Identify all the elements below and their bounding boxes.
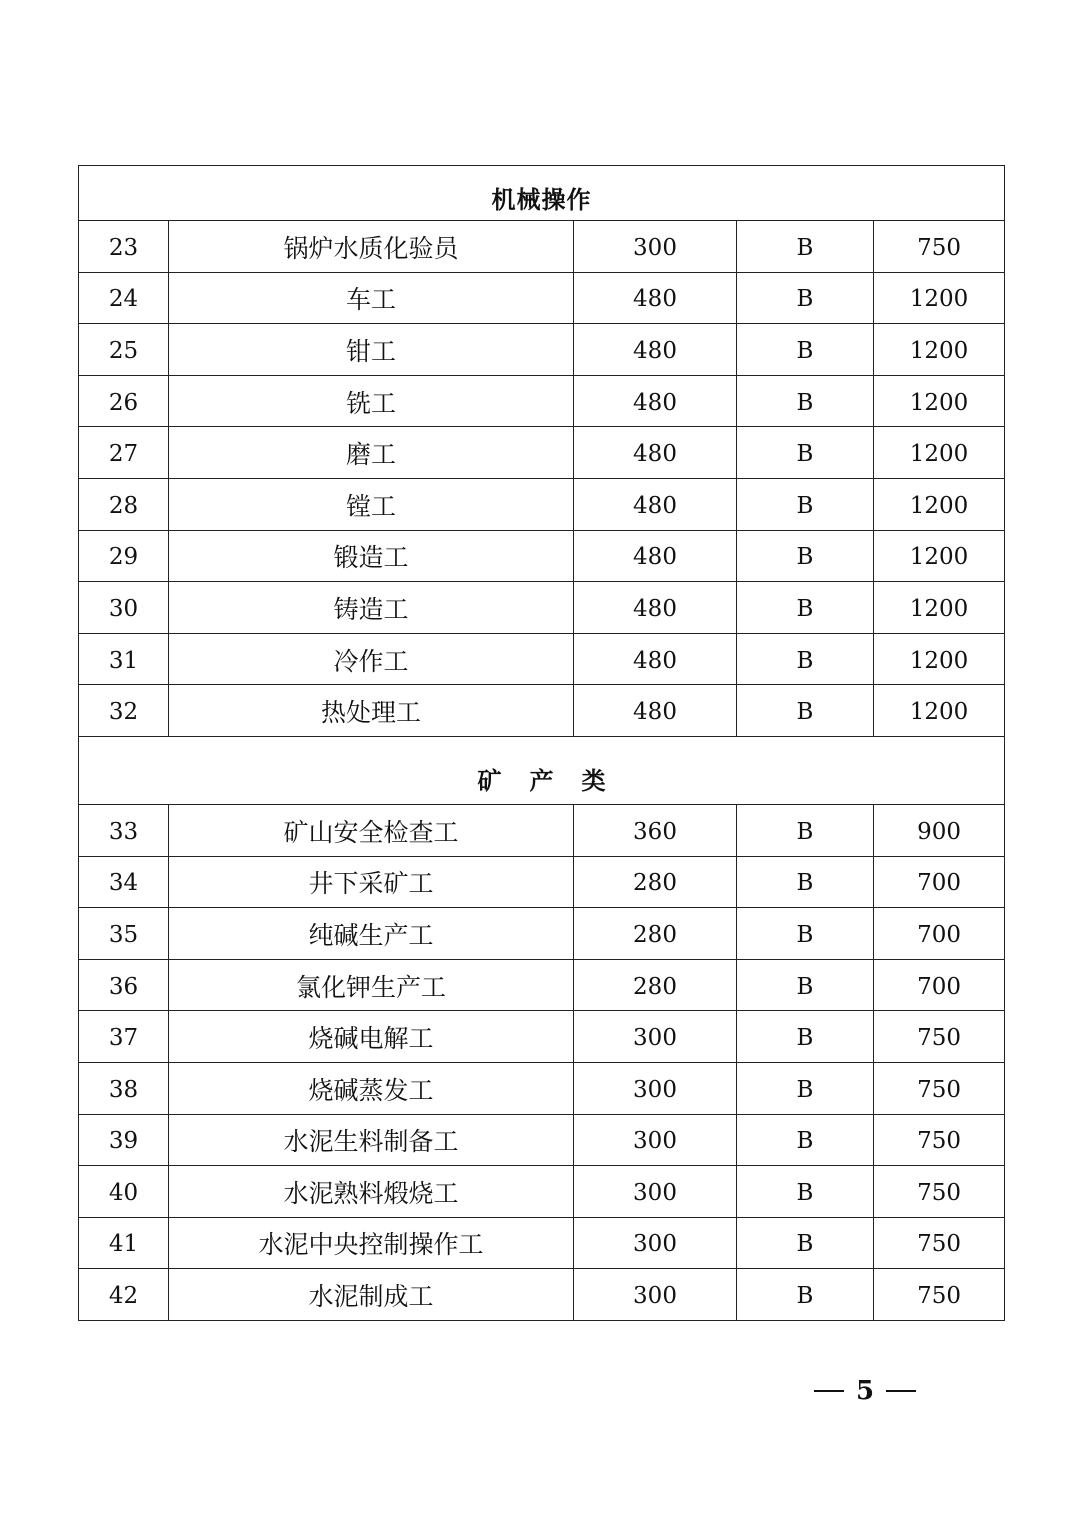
table-row [79,530,1005,582]
table-row [79,272,1005,324]
occupation-name: 水泥熟料煅烧工 [169,1166,574,1218]
page-number: 5 [856,1376,875,1406]
table-row [79,324,1005,376]
hours-cell: 480 [574,685,737,737]
grade-cell: B [737,1269,874,1321]
hours-cell: 300 [574,1114,737,1166]
table-row [79,1011,1005,1063]
occupation-name: 烧碱蒸发工 [169,1062,574,1114]
table-row [79,804,1005,856]
grade-cell: B [737,804,874,856]
grade-cell: B [737,272,874,324]
occupation-name: 水泥生料制备工 [169,1114,574,1166]
row-number: 27 [79,427,169,479]
row-number: 41 [79,1217,169,1269]
occupation-name: 热处理工 [169,685,574,737]
row-number: 36 [79,959,169,1011]
grade-cell: B [737,478,874,530]
row-number: 24 [79,272,169,324]
table-row [79,221,1005,273]
row-number: 30 [79,582,169,634]
occupation-name: 氯化钾生产工 [169,959,574,1011]
hours-cell: 280 [574,959,737,1011]
amount-cell: 1200 [874,324,1005,376]
grade-cell: B [737,530,874,582]
grade-cell: B [737,427,874,479]
hours-cell: 360 [574,804,737,856]
section-title [79,736,1005,804]
amount-cell: 750 [874,1269,1005,1321]
grade-cell: B [737,685,874,737]
amount-cell: 1200 [874,633,1005,685]
occupation-name: 镗工 [169,478,574,530]
amount-cell: 700 [874,959,1005,1011]
occupation-name: 车工 [169,272,574,324]
table-row [79,685,1005,737]
grade-cell: B [737,324,874,376]
row-number: 39 [79,1114,169,1166]
row-number: 31 [79,633,169,685]
hours-cell: 280 [574,908,737,960]
amount-cell: 750 [874,1011,1005,1063]
hours-cell: 300 [574,1062,737,1114]
grade-cell: B [737,221,874,273]
hours-cell: 480 [574,324,737,376]
occupation-name: 矿山安全检查工 [169,804,574,856]
grade-cell: B [737,1114,874,1166]
amount-cell: 1200 [874,478,1005,530]
row-number: 23 [79,221,169,273]
occupation-name: 纯碱生产工 [169,908,574,960]
row-number: 29 [79,530,169,582]
grade-cell: B [737,582,874,634]
hours-cell: 300 [574,1217,737,1269]
occupation-name: 水泥中央控制操作工 [169,1217,574,1269]
table-row [79,478,1005,530]
hours-cell: 300 [574,1269,737,1321]
amount-cell: 700 [874,856,1005,908]
hours-cell: 480 [574,272,737,324]
occupation-name: 水泥制成工 [169,1269,574,1321]
occupation-name: 锻造工 [169,530,574,582]
amount-cell: 750 [874,1114,1005,1166]
table-row [79,582,1005,634]
amount-cell: 1200 [874,582,1005,634]
grade-cell: B [737,1011,874,1063]
table-row [79,633,1005,685]
amount-cell: 1200 [874,427,1005,479]
grade-cell: B [737,856,874,908]
hours-cell: 300 [574,221,737,273]
grade-cell: B [737,959,874,1011]
grade-cell: B [737,908,874,960]
grade-cell: B [737,1217,874,1269]
amount-cell: 1200 [874,530,1005,582]
row-number: 37 [79,1011,169,1063]
row-number: 34 [79,856,169,908]
hours-cell: 300 [574,1166,737,1218]
row-number: 26 [79,375,169,427]
page-number-block [814,1376,916,1406]
hours-cell: 300 [574,1011,737,1063]
hours-cell: 480 [574,530,737,582]
table-row [79,1114,1005,1166]
row-number: 28 [79,478,169,530]
grade-cell: B [737,1166,874,1218]
hours-cell: 480 [574,582,737,634]
table-row [79,1217,1005,1269]
hours-cell: 480 [574,375,737,427]
table-row [79,375,1005,427]
amount-cell: 1200 [874,272,1005,324]
hours-cell: 280 [574,856,737,908]
table-row [79,959,1005,1011]
amount-cell: 1200 [874,375,1005,427]
occupation-name: 铣工 [169,375,574,427]
amount-cell: 900 [874,804,1005,856]
grade-cell: B [737,1062,874,1114]
amount-cell: 750 [874,1217,1005,1269]
hours-cell: 480 [574,427,737,479]
hours-cell: 480 [574,633,737,685]
hours-cell: 480 [574,478,737,530]
occupation-name: 铸造工 [169,582,574,634]
table-row [79,856,1005,908]
table-row [79,1062,1005,1114]
dash-right [886,1390,916,1392]
section-header-row [79,736,1005,804]
amount-cell: 1200 [874,685,1005,737]
table-row [79,908,1005,960]
grade-cell: B [737,375,874,427]
amount-cell: 750 [874,1166,1005,1218]
occupation-table [78,165,1005,1321]
occupation-name: 烧碱电解工 [169,1011,574,1063]
table-row [79,1166,1005,1218]
row-number: 32 [79,685,169,737]
amount-cell: 750 [874,221,1005,273]
occupation-name: 冷作工 [169,633,574,685]
row-number: 35 [79,908,169,960]
occupation-name: 磨工 [169,427,574,479]
row-number: 40 [79,1166,169,1218]
dash-left [814,1390,844,1392]
amount-cell: 700 [874,908,1005,960]
occupation-name: 锅炉水质化验员 [169,221,574,273]
occupation-name: 井下采矿工 [169,856,574,908]
row-number: 25 [79,324,169,376]
occupation-name: 钳工 [169,324,574,376]
section-header-row [79,166,1005,221]
row-number: 33 [79,804,169,856]
table-row [79,427,1005,479]
grade-cell: B [737,633,874,685]
section-title-text: 矿产类 [477,767,634,796]
section-title: 机械操作 [79,166,1005,221]
amount-cell: 750 [874,1062,1005,1114]
table-row [79,1269,1005,1321]
row-number: 42 [79,1269,169,1321]
row-number: 38 [79,1062,169,1114]
